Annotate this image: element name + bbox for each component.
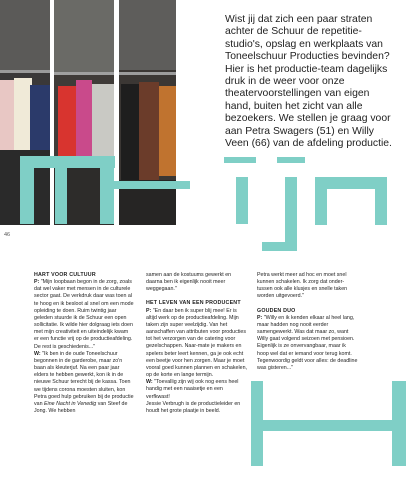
photo-clothing-rack-right — [119, 0, 176, 225]
section-heading: GOUDEN DUO — [257, 307, 296, 314]
page-number: 46 — [4, 232, 11, 238]
article-column-3 — [257, 272, 359, 372]
paragraph: P: "En daar ben ik super blij mee! Er is altijd werk op de productieafdeling. Mijn taken zijn super veelzijdig. Van het aanschaffen van attributen voor producties tot het verzorgen van de catering voor gezelschappen. Naar-mate je makers en spelers beter leert kennen, ga je ook echt een beetje voor hen zorgen. Maar je moet vooral goed kunnen plannen en schakelen, op de korte en lange termijn. — [146, 307, 248, 379]
paragraph: Petra werkt meer ad hoc en moet snel kunnen schakelen. Ik zorg dat onder-tussen ook alle klusjes en snelle taken worden uitgevoerd." — [257, 272, 348, 300]
section-heading: HART VOOR CULTUUR — [34, 272, 96, 278]
article-column-1 — [34, 272, 134, 415]
paragraph: W: "Toevallig zijn wij ook nog eens heel handig met een naaisetje en een verfkwast! — [146, 379, 239, 400]
paragraph: W: "Ik ben in de oude Toneelschuur begonnen in de garderobe, maar zo'n baan als kleuterjuf. Na een paar jaar elders te hebben gewerkt, kon ik in de nieuwe Schuur terecht bij de kassa. Toen we tijdens corona moesten sluiten, kon Petra goed hulp gebruiken bij de productie van Eine Nacht in Venedig van Steef de Jong. We hebben — [34, 350, 134, 414]
section-heading: HET LEVEN VAN EEN PRODUCENT — [146, 300, 241, 307]
article-column-2 — [146, 272, 248, 415]
paragraph: Jessie Verbrugh is de productieleider en houdt het grote plaatje in beeld. — [146, 400, 241, 414]
paragraph: P: "Mijn loopbaan begon in de zorg, zoals dat wel vaker met mensen in de culturele sector gaat. De verkdruk daar was toen al te hoog en ik besloot al snel om een mode opleiding te doen. Ruim twintig jaar geleden stuurde ik de Schuur een open sollicitatie. Ik wilde hier dolgraag iets doen met mijn creativiteit en uiteindelijk kwam er een functie vrij op de productieafdeling. De rest is geschiedenis..." — [34, 279, 134, 350]
paragraph: P: "Willy en ik kenden elkaar al heel lang, maar hadden nog nooit eerder samengewerkt. Was dat maar zo, want Willy gaat volgend seizoen met pensioen. Eigenlijk is ze onvervangbaar, maar ik hoop wel dat er iemand voor terug komt. Tegenwoordig geldt voor alles: de deadline was gisteren..." — [257, 314, 358, 371]
paragraph: samen aan de kostuums gewerkt en daarna ben ik eigenlijk nooit meer weggegaan." — [146, 272, 232, 293]
intro-paragraph: Wist jij dat zich een paar straten achter de Schuur de repetitie-studio's, opslag en werkplaats van Toneelschuur Producties bevinden? Hier is het productie-team dagelijks druk in de weer voor onze theatervoorstellingen van eigen hand, buiten het zicht van alle bezoekers. We stellen je graag voor aan Petra Swagers (51) en Willy Veen (66) van de afdeling productie. — [225, 14, 392, 150]
